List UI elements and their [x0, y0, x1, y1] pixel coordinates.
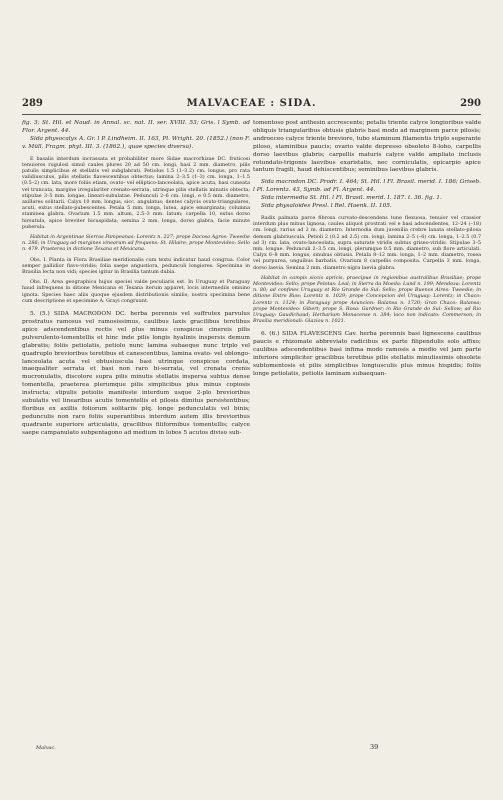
- intro-text: tomentoso post anthesin accrescente; petalis triente calyce longioribus valde obliquis triangularibus obtusis glabris basi modo ad marginem parce pilosis; androeceo calyce triente breviore, tubo staminum filamentis triplo superante piloso, staminibus paucis; ovario valde depresso obsoleto 8-lobo, carpellis dorso laevibus glabris; carpellis maturis calyce valde ampliato inclusis rotundato-trigonis laevibus exaristatis, nec corniculatis, epicarpio apice tantum fragili, haud dehiscentibus; seminibus laevibus glabris.: [253, 120, 481, 174]
- right-column: [253, 120, 481, 782]
- synonym: Sida physocalyx A. Gr. l P. Lindheim. II. 163, Pl. Wright. 20. (1852.) (non F. v. Müll. Fragm. phyt. III. 3. (1862.), quae species diversa).: [22, 135, 250, 150]
- reference-2: Sida intermedia St. Hil. l Fl. Brasil. merid. I. 187. t. 36. fig. 1.: [261, 195, 442, 202]
- page-number-right: 290: [460, 98, 481, 109]
- page-header: [22, 98, 481, 112]
- footer-signature: Malvac.: [36, 745, 56, 751]
- header-rule: [22, 114, 481, 115]
- habitat: Habitat in Argentinae Sierras Pampeanas: Lorentz n. 227; prope Dacosa Agros: Tweedie n. 286; in Uruguay ad margines vinearum ad frequens: St. Hilaire; prope Montevideo: Sello n. 479. Praeterea in dictione Texana et Mexicana.: [22, 234, 250, 253]
- reference-3: Sida physaloides Presl. l Rel. Haenk. II. 105.: [261, 203, 392, 210]
- description: Radix palmata parce fibrosa curvato-descendens tune flexuosa, tenuior vel crassior interdum plus minus lignosa, caules aliquot prostrati vel e basi adscendentes, 12–24 (–18) cm. longi, rarius ad 2 m. diametro. Internodia dum juvenilia crebre lanata stellato-pilosa demum glabriuscula. Petioli 2 (0.2 ad 2.5) cm. longi, lamina 2–5 (–6) cm. longa, 1–2.5 (0.7 ad 3) cm. lata, ovato-lanceolata, supra saturate viridis subtus griseo-viridis. Stipulae 3–5 mm. longae. Pedunculi 2–3.5 cm. longi, plerumque 0.5 mm. diametro, sub flore articulati. Calyx 6–8 mm. longus, sinubus obtusis. Petala 8–12 mm. longa, 1–2 mm. diametro, rosea vel purpurea, unguibus barbatis. Ovarium 8 carpellis composita. Carpella 3 mm. longa, dorso laevia. Semina 2 mm. diametro nigra laevia glabra.: [253, 214, 481, 271]
- references: fig. 3; St. Hil. et Naud. in Annal. sc. nat. II. ser. XVIII. 53; Gris. l Symb. ad Flor. Argent. 44.: [22, 120, 250, 134]
- page-number-left: 289: [22, 98, 43, 109]
- species-5-heading: 5. (5.) SIDA MACRODON DC.: [30, 311, 127, 318]
- observation-2: Obs. II. Area geographica hujus speciei valde peculiaris est. In Uruguay et Paraguay haud infrequens in ditione Mexicana et Texana iterum apparet, locis intermediis omnino ignota. Species haec aliis quoque ejusdem distributionis similis; nostra specimina bene cum descriptione et specimine A. Grayi congruunt.: [22, 279, 250, 304]
- left-column: [22, 120, 250, 782]
- species-5-text: herba perennis vel suffrutex parvulus prostratus ramosus vel ramosissimus, caulibus laxis gracilibus teretibus apice adscendentibus rectis vel plus minus conspicue cinereis pilis pulverulento-tomentellis et hinc inde pilis longis hyalinis inspersis demum glabratis; foliis petiolatis, petiolo nunc lamina subaeque nunc triplo vel quadruplo brevioribus teretibus et canescentibus, lamina ovato- vel oblongo-lanceolata acuta vel obtusiuscula basi utrinque conspicue cordata, inaequaliter serrata et basi non raro bi-serrata, vel crenata crenis mucronulatis, discolore supra pilis minutis stellatis inspersa subtus dense tomentella, praeterea plerumque pilis simplicibus plus minus copiosis instructa; stipulis petiolis manifeste interdum usque 2-plo brevioribus subulatis vel linearibus acutis tomentellis et pilosis dimitus persistentibus; floribus ex axillis foliorum solitariis plq. longe pedunculatis vel binis; pedunculis non raro foliis superantibus interdum autem illis brevioribus quadrante superiore articulatis, gracilibus filiformibus tomentellis; calyce saepe campanulato subpentagono ad medium in lobos 5 acutos diviso sub-: [22, 311, 250, 436]
- species-6-entry: [253, 331, 481, 378]
- catchword: 39: [370, 743, 379, 751]
- species-6-heading: 6. (6.) SIDA FLAVESCENS Cav.: [261, 331, 357, 338]
- species-6-text: herba perennis basi lignescens caulibus paucis e rhizomate abbreviato radicibus ex parte filipendulis solo affixo; caulibus adscendentibus basi infima modo ramosis a medio vel jam parte inferiore simpliciter gracilibus teretibus pilis stellatis minutissimis obsolete subtomentosis et pilis simplicibus longiusculis plus minus hispidis; foliis longe petiolatis, petiolis laminam subaequan-: [253, 331, 481, 377]
- running-title: MALVACEAE : SIDA.: [186, 98, 317, 109]
- observation-1: Obs. I. Planta in Flora Brasiliae meridionalis cum textu indicatur haud congrua. Color semper pallidior flavo-viridis; folia saepe angustiora, pedunculi longiores. Specimina in Brasilia lecta non vidi; species igitur in Brasilia tantum dubia.: [22, 256, 250, 276]
- species-5-entry: [22, 311, 250, 438]
- reference-1: Sida macrodon DC. Prodr. I. 464; St. Hil. l Fl. Brasil. merid. I. 186; Griseb. l Pl. Lorentz. 43, Symb. ad Fl. Argent. 44.: [253, 179, 481, 194]
- description: E basalis interdum incrassata et probabiliter more Sidae macrorhizae DC. fruticosi tenuiores rugulosi simul caules plures 20 ad 50 cm. longi, basi 2 mm. diametro, pilis patulis simplicibus et stellatis vel subglabrati. Petiolus 1.5 (1–3.2) cm. longus, pro rata validiusculus, pilis stellatis flavescentibus obtectus; lamina 2–3.5 (1–3) cm. longa, 1–1.5 (0.5–2) cm. lata, more foliis etiam, ovato- vel elliptico-lanceolata, apice acuta, basi cuneata vel truncata, margine irregulariter crenato-serrata, utrinque pilis stellatis minutis obtecta; stipulae 3–5 mm. longae, lineari-subulatae. Pedunculi 2–6 cm. longi, e 0.5 mm. diametro, axillares solitarii. Calyx 10 mm. longus, sicc. angulatus; dentes calycis ovato-triangulares, acuti, extus stellato-pubescentes. Petala 5 mm. longa, lutea, apice emarginata; columna staminea glabra. Ovarium 1.5 mm. altum, 2.5–3 mm. latum; carpella 10, extus dorso hirsutula, apice breviter bicuspidata; semina 2 mm. longa, dorso glabra, facie minute puberula.: [22, 155, 250, 230]
- habitat: Habitat in campis siccis apricis, praecipue in regionibus australibus Brasiliae; prope Montevideo: Sello; prope Pelotas: Leal; in Sierra da Moeda: Lund n. 199; Mendoza: Lorentz n. 80; ad confines Uruguay et Rio Grande do Sul: Sello; prope Buenos Aires: Tweedie; in ditione Entre Rios: Lorentz n. 1029; prope Concepcion del Uruguay: Lorentz; in Chaco: Lorentz n. 1124; in Paraguay prope Asuncion: Balansa n. 1720; Gran Chaco: Balansa; prope Montevideo: Gibert; prope S. Rosa: Gardner; in Rio Grande do Sul: Sellow; ad Rio Uruguay: Gaudichaud; Herbarium Monacense n. 384; loco non indicato: Commerson; in Brasilia meridionali: Glaziou n. 1021.: [253, 274, 481, 325]
